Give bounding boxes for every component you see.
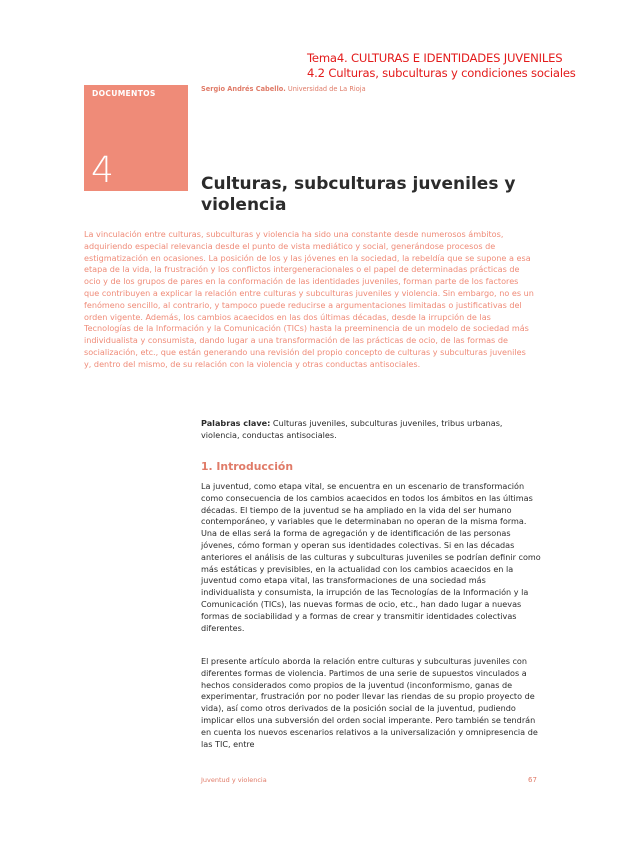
topic-note: [307, 51, 576, 81]
author-name: Sergio Andrés Cabello.: [201, 85, 286, 93]
keywords-label: Palabras clave:: [201, 418, 271, 428]
topic-note-line1: Tema4. CULTURAS E IDENTIDADES JUVENILES: [307, 51, 563, 65]
keywords: [201, 417, 541, 441]
keywords-text: Culturas juveniles, subculturas juveniles, tribus urbanas, violencia, conductas antisociales.: [201, 418, 503, 440]
abstract: La vinculación entre culturas, subculturas y violencia ha sido una constante desde numerosos ámbitos, adquiriendo especial relevancia desde el punto de vista mediático y social, generándose procesos de estigmatización en ocasiones. La posición de los y las jóvenes en la sociedad, la rebeldía que se supone a esa etapa de la vida, la frustración y los conflictos intergeneracionales o el papel de determinadas prácticas de ocio y de los grupos de pares en la conformación de las identidades juveniles, forman parte de los factores que contribuyen a explicar la relación entre culturas y subculturas juveniles y violencia. Sin embargo, no es un fenómeno sencillo, al contrario, y tampoco puede reducirse a argumentaciones limitadas o justificativas del orden vigente. Además, los cambios acaecidos en las dos últimas décadas, desde la irrupción de las Tecnologías de la Información y la Comunicación (TICs) hasta la preeminencia de un modelo de sociedad más individualista y consumista, dando lugar a una transformación de las prácticas de ocio, de las formas de socialización, etc., que están generando una revisión del propio concepto de culturas y subculturas juveniles y, dentro del mismo, de su relación con la violencia y otras conductas antisociales.: [84, 229, 534, 369]
section-number: 4: [91, 150, 114, 191]
author-line: [201, 85, 366, 93]
article-title: Culturas, subculturas juveniles y violencia: [201, 174, 516, 215]
section-heading: 1. Introducción: [201, 460, 294, 473]
page-number: 67: [528, 776, 537, 784]
section-box: [84, 85, 188, 191]
section-label: DOCUMENTOS: [92, 89, 156, 98]
author-affiliation: Universidad de La Rioja: [287, 85, 366, 93]
topic-note-line2: 4.2 Culturas, subculturas y condiciones sociales: [307, 66, 576, 80]
paragraph-2: El presente artículo aborda la relación entre culturas y subculturas juveniles con diferentes formas de violencia. Partimos de una serie de supuestos vinculados a hechos considerados como propios de la juventud (inconformismo, ganas de experimentar, frustración por no poder llevar las riendas de su propio proyecto de vida), así como otros derivados de la posición social de la juventud, pudiendo implicar ellos una subversión del orden social imperante. Pero también se tendrán en cuenta los nuevos escenarios relativos a la universalización y omnipresencia de las TIC, entre: [201, 656, 538, 749]
footer-journal: Juventud y violencia: [201, 776, 267, 784]
paragraph-1: La juventud, como etapa vital, se encuentra en un escenario de transformación como consecuencia de los cambios acaecidos en todos los ámbitos en las últimas décadas. El tiempo de la juventud se ha ampliado en la vida del ser humano contemporáneo, y variables que le determinaban no operan de la misma forma. Una de ellas será la forma de agregación y de identificación de las personas jóvenes, cómo forman y operan sus identidades colectivas. Si en las décadas anteriores el análisis de las culturas y subculturas juveniles se podrían definir como más estáticas y previsibles, en la actualidad con los cambios acaecidos en la juventud como etapa vital, las transformaciones de una sociedad más individualista y consumista, la irrupción de las Tecnologías de la Información y la Comunicación (TICs), las nuevas formas de ocio, etc., han dado lugar a nuevas formas de sociabilidad y a formas de crear y transmitir identidades colectivas diferentes.: [201, 481, 541, 633]
